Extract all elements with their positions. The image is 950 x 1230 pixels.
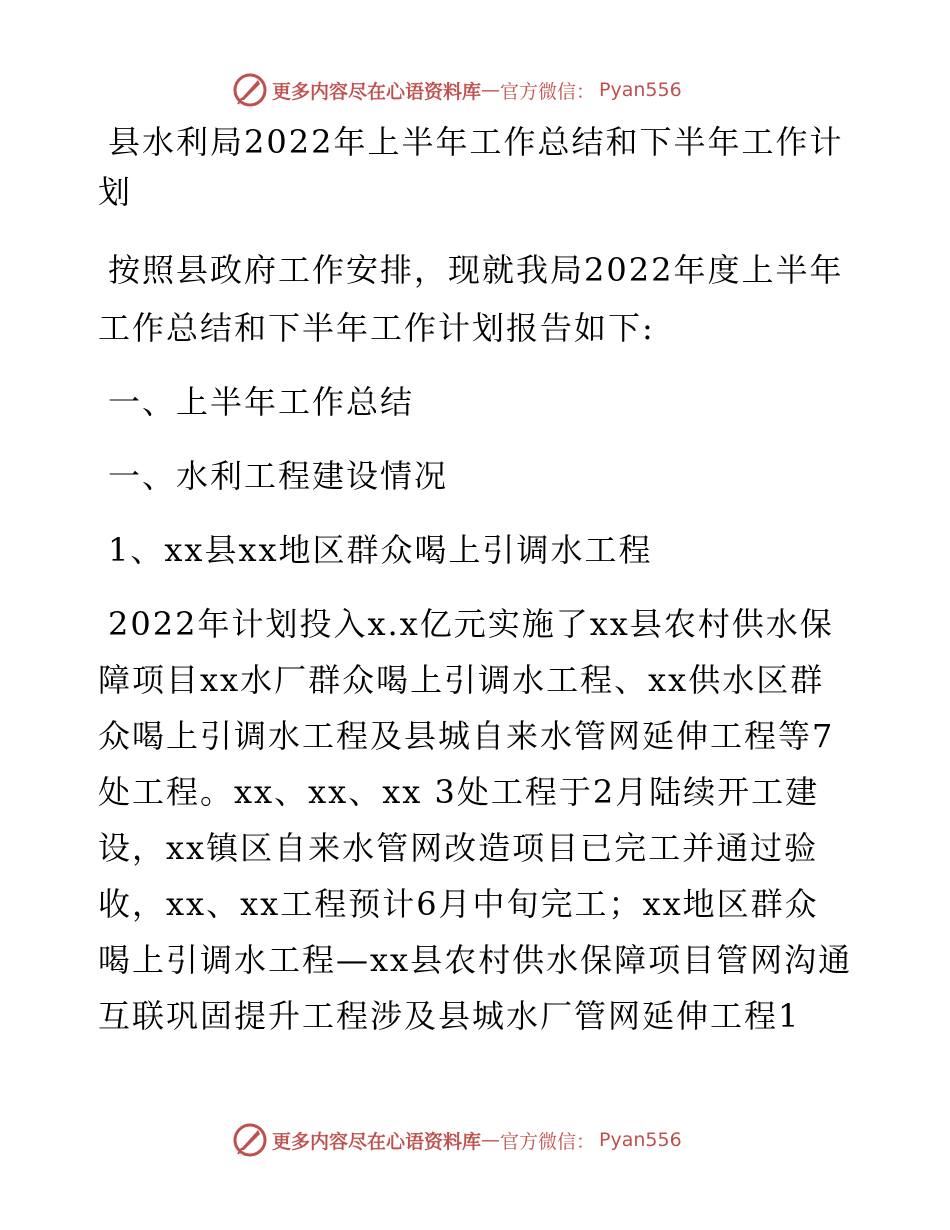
doc-title-line-2: 划 [98,173,133,211]
banner-contact-label: 官方微信： [500,80,596,103]
body-line-6: 收，xx、xx工程预计6月中旬完工；xx地区群众 [98,885,819,923]
footer-watermark-banner [232,1120,752,1160]
body-line-5: 设，xx镇区自来水管网改造项目已完工并通过验 [98,829,819,867]
body-line-4: 处工程。xx、xx、xx 3处工程于2月陆续开工建 [98,773,820,811]
item-heading: 1、xx县xx地区群众喝上引调水工程 [108,531,653,569]
intro-line-2: 工作总结和下半年工作计划报告如下: [98,309,655,347]
banner-contact-label: 官方微信： [500,1130,596,1153]
body-line-1: 2022年计划投入x.x亿元实施了xx县农村供水保 [108,605,834,643]
banner-wechat-id: Pyan556 [599,1129,682,1151]
banner-brand: 更多内容尽在心语资料库 [272,1130,482,1153]
banner-brand: 更多内容尽在心语资料库 [272,80,482,103]
doc-title-line-1: 县水利局2022年上半年工作总结和下半年工作计 [108,123,844,161]
banner-separator: — [481,1129,501,1151]
banner-separator: — [481,79,501,101]
quill-logo-icon [232,72,268,108]
body-line-2: 障项目xx水厂群众喝上引调水工程、xx供水区群 [98,661,825,699]
subsection-heading: 一、水利工程建设情况 [108,457,449,495]
document-body [98,124,858,1034]
body-line-3: 众喝上引调水工程及县城自来水管网延伸工程等7 [98,717,835,755]
section-heading: 一、上半年工作总结 [108,383,415,421]
body-line-8: 互联巩固提升工程涉及县城水厂管网延伸工程1 [98,997,801,1035]
body-line-7: 喝上引调水工程—xx县农村供水保障项目管网沟通 [98,941,853,979]
intro-line-1: 按照县政府工作安排，现就我局2022年度上半年 [108,251,844,289]
quill-logo-icon [232,1122,268,1158]
banner-wechat-id: Pyan556 [599,79,682,101]
header-watermark-banner [232,70,752,110]
